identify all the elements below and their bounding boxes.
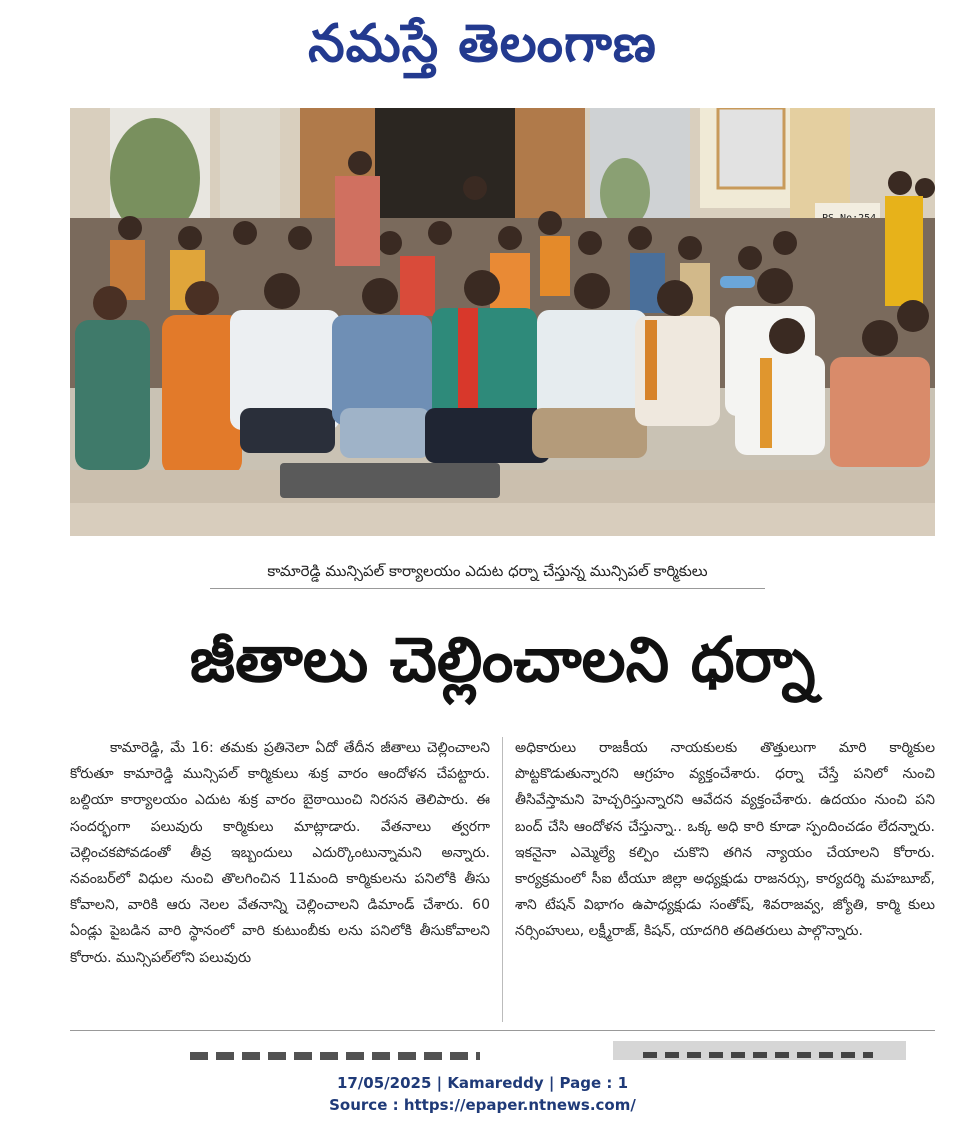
article-text-left: కామారెడ్డి, మే 16: తమకు ప్రతినెలా ఏదో తేదీన జీతాలు చెల్లించాలని కోరుతూ కామారెడ్డి మున్సిపల్ కార్మికులు శుక్ర వారం ఆందోళన చేపట్టారు. బల్దియా కార్యాలయం ఎదుట శుక్ర వారం బైఠాయించి నిరసన తెలిపారు. ఈ సందర్భంగా పలువురు కార్మికులు మాట్లాడారు. వేతనాలు త్వరగా చెల్లించకపోవడంతో తీవ్ర ఇబ్బందులు ఎదుర్కొంటున్నామని అన్నారు. నవంబర్‌లో విధుల నుంచి తొలగించిన 11మంది కార్మికులను పనిలోకి తీసు కోవాలని, వారికి ఆరు నెలల వేతనాన్ని చెల్లించాలని డిమాండ్ చేశారు. 60 ఏండ్లు పైబడిన వారి స్థానంలో వారి కుటుంబీకు లను పనిలోకి తీసుకోవాలని కోరారు. మున్సిపల్‌లోని పలువురు [70,740,490,966]
footer-source-line[interactable]: Source : https://epaper.ntnews.com/ [329,1096,636,1114]
protest-photo-illustration [70,108,935,536]
cropped-next-box [613,1041,906,1060]
column-divider [502,737,503,1022]
cropped-next-headline [190,1052,480,1060]
page-footer [0,1072,965,1116]
article-text-right: అధికారులు రాజకీయ నాయకులకు తొత్తులుగా మారి కార్మికుల పొట్టకొడుతున్నారని ఆగ్రహం వ్యక్తంచేశారు. ధర్నా చేస్తే పనిలో నుంచి తీసివేస్తామని హెచ్చరిస్తున్నారని ఆవేదన వ్యక్తంచేశారు. ఉదయం నుంచి పని బంద్ చేసి ఆందోళన చేస్తున్నా.. ఒక్క అధి కారి కూడా స్పందించడం లేదన్నారు. ఇకనైనా ఎమ్మెల్యే కల్పిం చుకొని తగిన న్యాయం చేయాలని కోరారు. కార్యక్రమంలో సీఐ టీయూ జిల్లా అధ్యక్షుడు రాజనర్సు, కార్యదర్శి మహబూబ్, శాని టేషన్ విభాగం ఉపాధ్యక్షుడు సంతోష్, శివరాజవ్వ, జ్యోతి, కార్మి కులు నర్సింహులు, లక్ష్మీరాజ్, కిషన్, యాదగిరి తదితరులు పాల్గొన్నారు. [515,740,935,940]
article-column-right [515,735,935,1025]
newspaper-masthead [0,0,965,100]
footer-date-line: 17/05/2025 | Kamareddy | Page : 1 [336,1074,629,1092]
article-column-left [70,735,490,1025]
masthead-title: నమస్తే తెలంగాణ [308,13,657,74]
page-rule [70,1030,935,1031]
photo-caption: కామారెడ్డి మున్సిపల్ కార్యాలయం ఎదుట ధర్నా చేస్తున్న మున్సిపల్ కార్మికులు [210,558,765,589]
news-photo [70,108,935,536]
article-headline: జీతాలు చెల్లించాలని ధర్నా [189,623,816,696]
